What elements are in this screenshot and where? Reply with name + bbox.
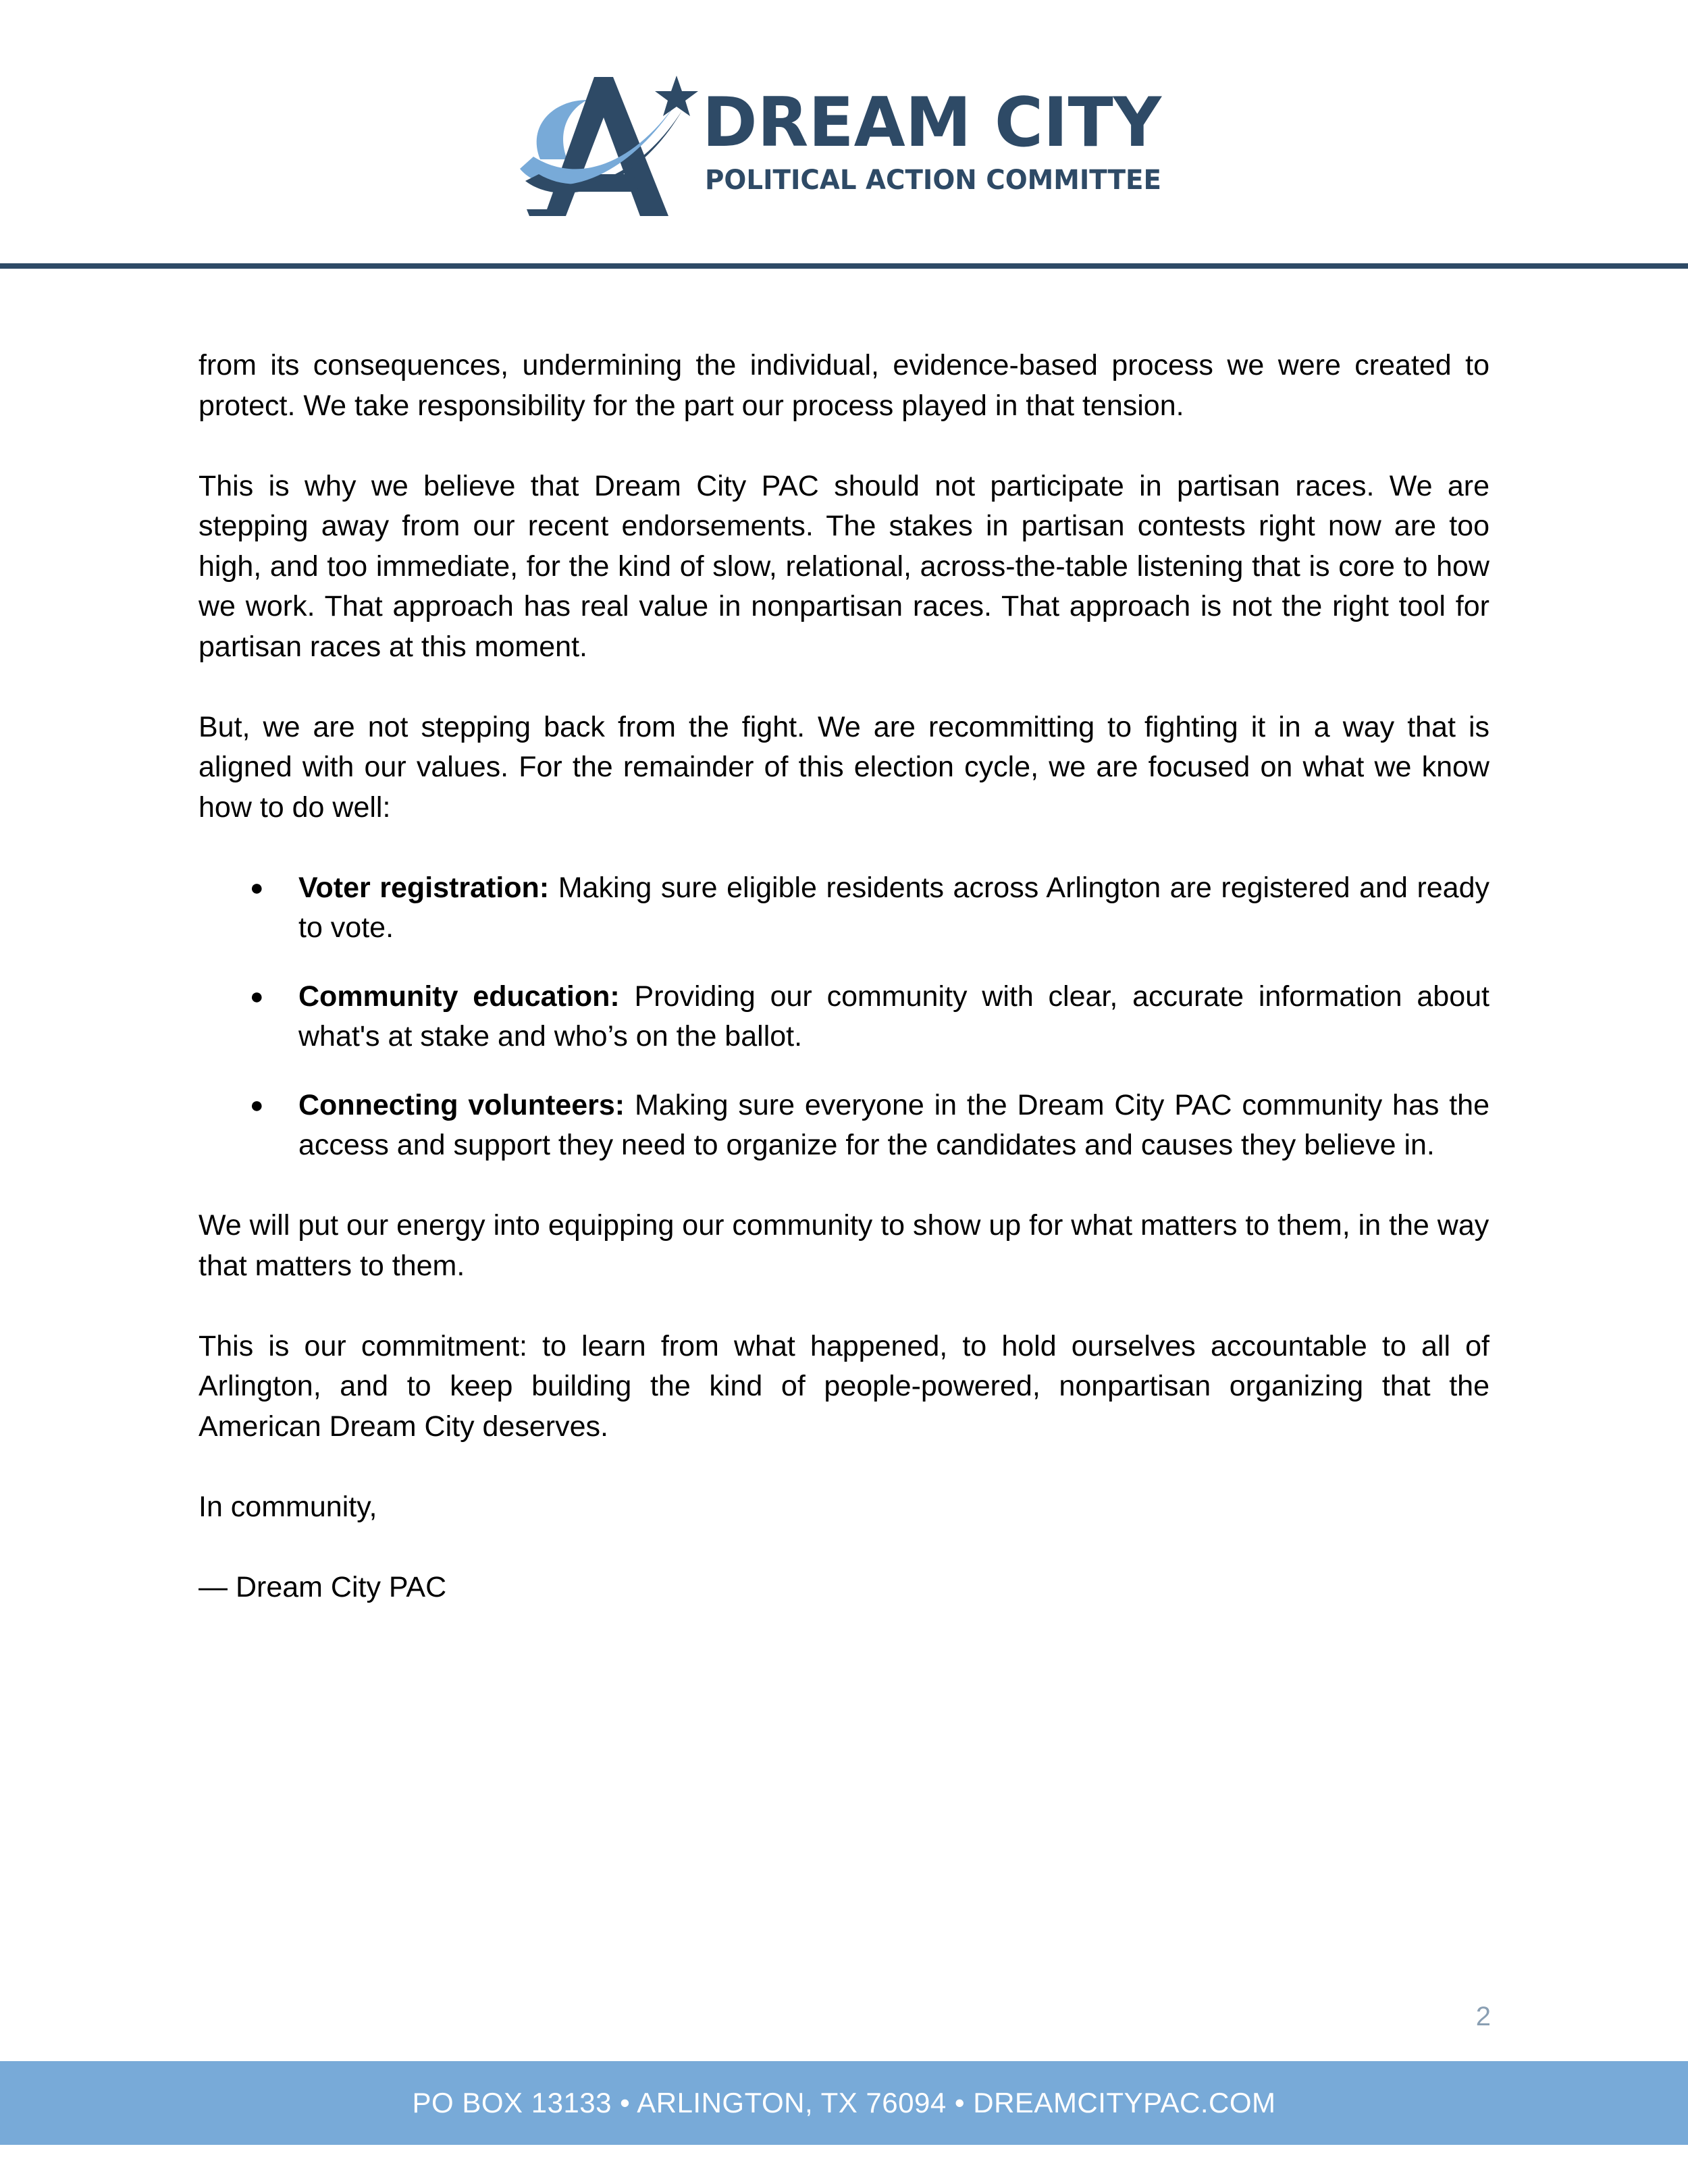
logo-subtitle: POLITICAL ACTION COMMITTEE bbox=[705, 165, 1161, 196]
list-item bbox=[199, 868, 1489, 949]
list-item-text: Making sure eligible residents across Arlington are registered and ready to vote. bbox=[298, 871, 1490, 944]
letter-body bbox=[199, 346, 1489, 1648]
header-divider bbox=[0, 263, 1688, 269]
bullet-icon: ● bbox=[250, 874, 264, 901]
paragraph: This is why we believe that Dream City PAC should not participate in partisan races. We are stepping away from our recent endorsements. The stakes in partisan contests right now are too high, and too immediate, for the kind of slow, relational, across-the-table listening that is core to how we work. That approach has real value in nonpartisan races. That approach is not the right tool for partisan races at this moment. bbox=[199, 469, 1489, 663]
dream-city-pac-logo bbox=[520, 73, 1182, 224]
paragraph: from its consequences, undermining the individual, evidence-based process we were created to protect. We take responsibility for the part our process played in that tension. bbox=[199, 349, 1489, 422]
letterhead bbox=[0, 0, 1688, 270]
list-item-title: Connecting volunteers: bbox=[298, 1088, 625, 1121]
bullet-icon: ● bbox=[250, 1092, 264, 1118]
footer-address: PO BOX 13133 • ARLINGTON, TX 76094 • DREAMCITYPAC.COM bbox=[412, 2087, 1276, 2119]
paragraph: But, we are not stepping back from the fight. We are recommitting to fighting it in a way that is aligned with our values. For the remainder of this election cycle, we are focused on what we know how to do well: bbox=[199, 710, 1489, 824]
list-item-title: Voter registration: bbox=[298, 871, 550, 904]
bullet-icon: ● bbox=[250, 983, 264, 1009]
closing: In community, bbox=[199, 1490, 377, 1523]
list-item-text: Providing our community with clear, accurate information about what's at stake and who’s on the ballot. bbox=[298, 980, 1489, 1053]
footer-bar bbox=[0, 2061, 1688, 2145]
logo-wordmark: DREAM CITY bbox=[702, 82, 1163, 162]
paragraph: This is our commitment: to learn from what happened, to hold ourselves accountable to all of Arlington, and to keep building the kind of people-powered, nonpartisan organizing that the American Dream City deserves. bbox=[199, 1329, 1489, 1443]
list-item bbox=[199, 1086, 1489, 1166]
list-item bbox=[199, 977, 1489, 1057]
star-a-swoosh-logo-icon bbox=[520, 73, 1182, 224]
list-item-text: Making sure everyone in the Dream City PAC community has the access and support they need to organize for the candidates and causes they believe in. bbox=[298, 1088, 1489, 1161]
paragraph: We will put our energy into equipping our community to show up for what matters to them, in the way that matters to them. bbox=[199, 1209, 1489, 1282]
signature: — Dream City PAC bbox=[199, 1570, 447, 1603]
page-number: 2 bbox=[1475, 2002, 1491, 2031]
focus-list bbox=[199, 868, 1489, 1166]
list-item-title: Community education: bbox=[298, 980, 620, 1013]
